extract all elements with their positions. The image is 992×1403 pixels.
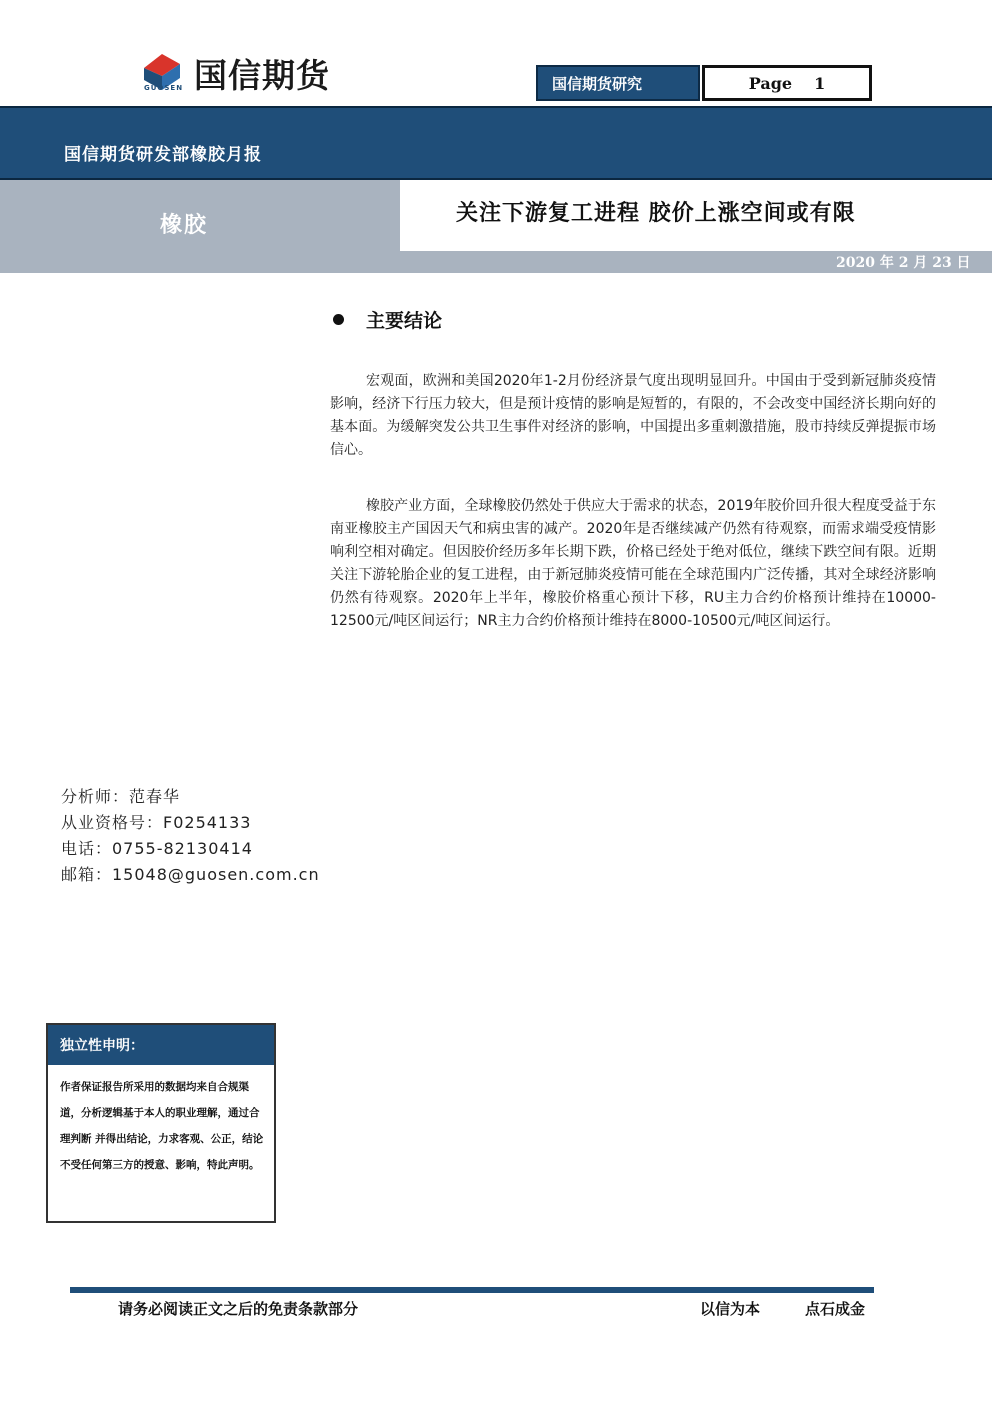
page-label: Page	[748, 73, 793, 93]
logo-subtext: GUOSEN	[144, 84, 184, 92]
page-number: 1	[814, 73, 826, 93]
footer-divider	[70, 1287, 874, 1293]
report-name: 国信期货研发部橡胶月报	[64, 145, 262, 165]
paragraph-macro: 宏观面，欧洲和美国2020年1-2月份经济景气度出现明显回升。中国由于受到新冠肺炎疫情影响，经济下行压力较大，但是预计疫情的影响是短暂的，有限的，不会改变中国经济长期向好的基本面。为缓解突发公共卫生事件对经济的影响，中国提出多重刺激措施，股市持续反弹提振市场信心。	[330, 373, 936, 458]
disclaimer-title: 独立性申明：	[48, 1025, 274, 1065]
research-label: 国信期货研究	[536, 65, 700, 101]
analyst-cert: 从业资格号：F0254133	[61, 813, 252, 832]
page-title: 关注下游复工进程 胶价上涨空间或有限	[456, 201, 856, 226]
footer-motto-2: 点石成金	[805, 1300, 866, 1318]
footer-motto-1: 以信为本	[700, 1300, 761, 1318]
analyst-phone: 电话：0755-82130414	[61, 839, 253, 858]
category-label: 橡胶	[160, 213, 209, 238]
disclaimer-body: 作者保证报告所采用的数据均来自合规渠道，分析逻辑基于本人的职业理解，通过合理判断 并得出结论，力求客观、公正，结论不受任何第三方的授意、影响，特此声明。	[60, 1081, 264, 1171]
report-date: 2020 年 2 月 23 日	[836, 255, 971, 271]
page-indicator	[702, 65, 872, 101]
analyst-email: 邮箱：15048@guosen.com.cn	[61, 865, 320, 884]
logo-text: 国信期货	[194, 56, 330, 95]
section-title: 主要结论	[366, 310, 443, 332]
footer-notice: 请务必阅读正文之后的免责条款部分	[118, 1300, 359, 1318]
paragraph-industry: 橡胶产业方面，全球橡胶仍然处于供应大于需求的状态，2019年胶价回升很大程度受益于东南亚橡胶主产国因天气和病虫害的减产。2020年是否继续减产仍然有待观察，而需求端受疫情影响利空相对确定。但因胶价经历多年长期下跌，价格已经处于绝对低位，继续下跌空间有限。近期关注下游轮胎企业的复工进程，由于新冠肺炎疫情可能在全球范围内广泛传播，其对全球经济影响仍然有待观察。2020年上半年，橡胶价格重心预计下移，RU主力合约价格预计维持在10000-12500元/吨区间运行；NR主力合约价格预计维持在8000-10500元/吨区间运行。	[330, 498, 936, 629]
bullet-icon	[333, 314, 344, 325]
analyst-name: 分析师：范春华	[61, 787, 181, 806]
